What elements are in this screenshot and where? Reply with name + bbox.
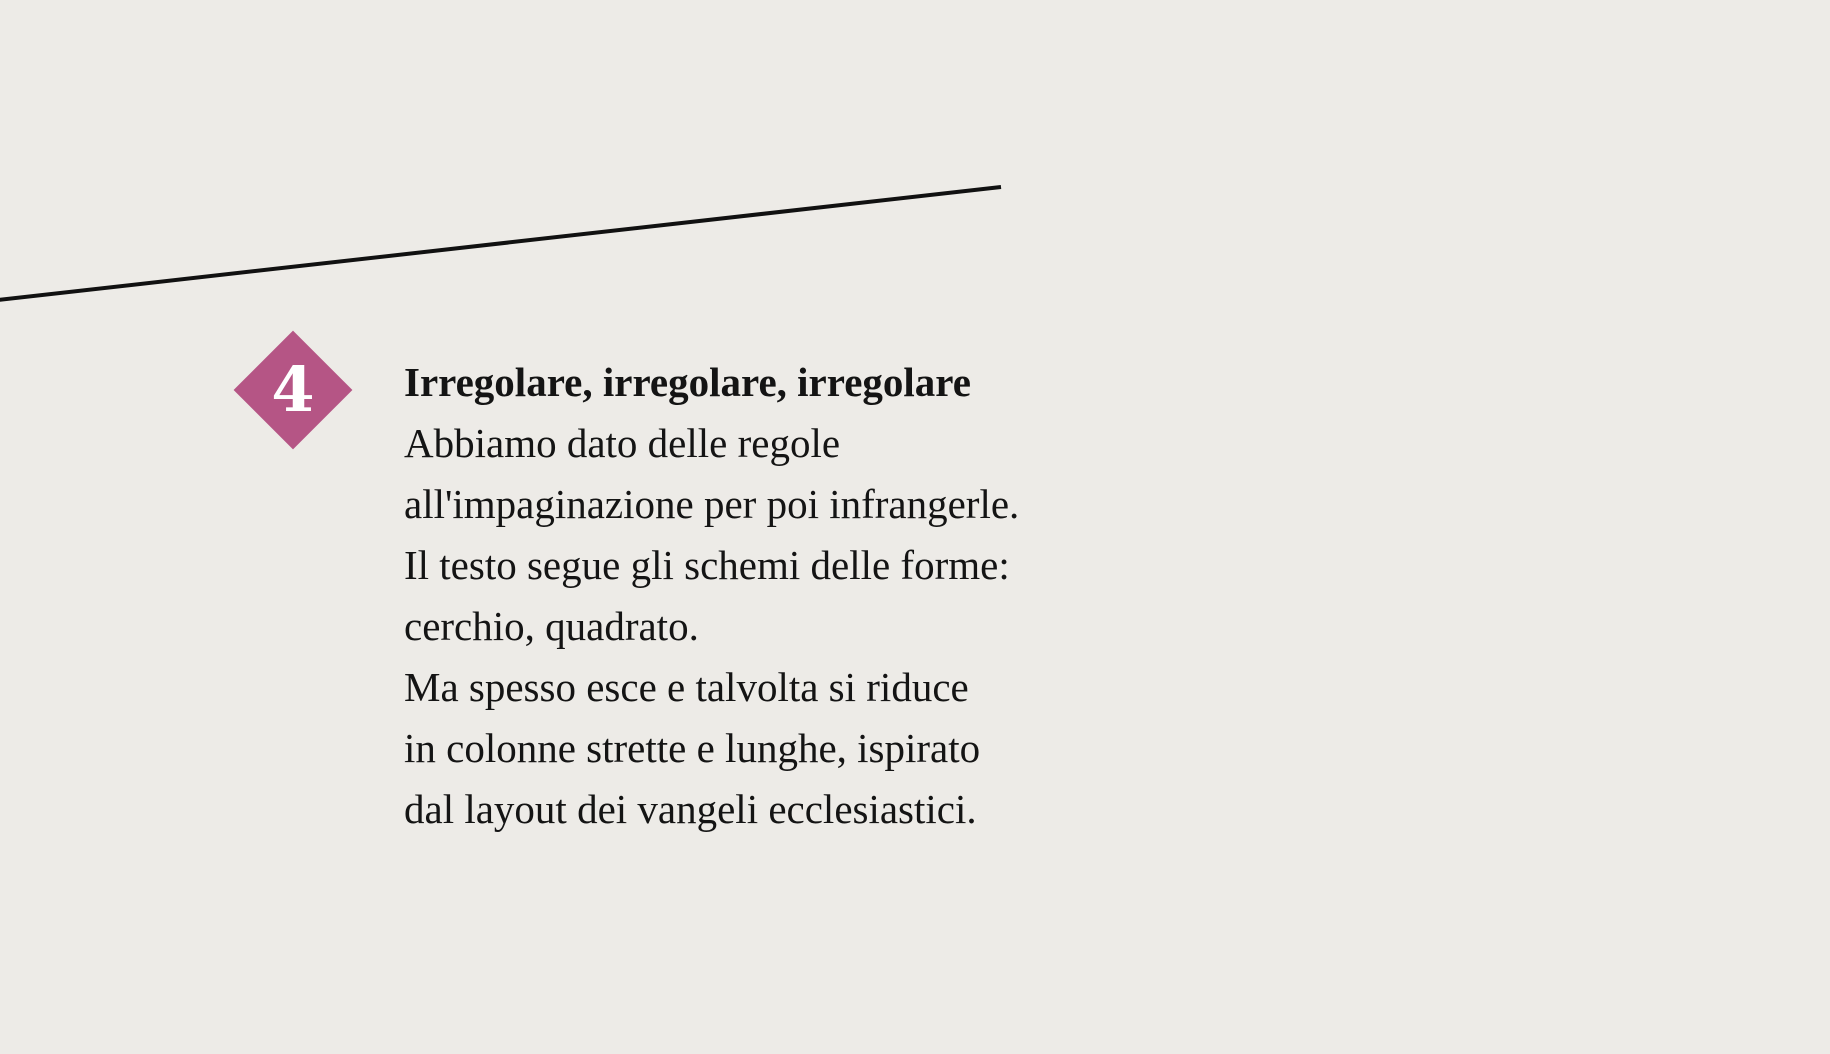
section-heading: Irregolare, irregolare, irregolare [404, 359, 971, 405]
body-line: Ma spesso esce e talvolta si riduce [404, 664, 969, 710]
body-line: in colonne strette e lunghe, ispirato [404, 725, 981, 771]
body-line: dal layout dei vangeli ecclesiastici. [404, 786, 977, 832]
body-line: Abbiamo dato delle regole [404, 420, 841, 466]
section-text-block [404, 352, 1304, 840]
step-number-badge [234, 331, 352, 449]
body-line: Il testo segue gli schemi delle forme: [404, 542, 1010, 588]
body-line: cerchio, quadrato. [404, 603, 699, 649]
body-line: all'impaginazione per poi infrangerle. [404, 481, 1020, 527]
step-number: 4 [271, 353, 315, 426]
